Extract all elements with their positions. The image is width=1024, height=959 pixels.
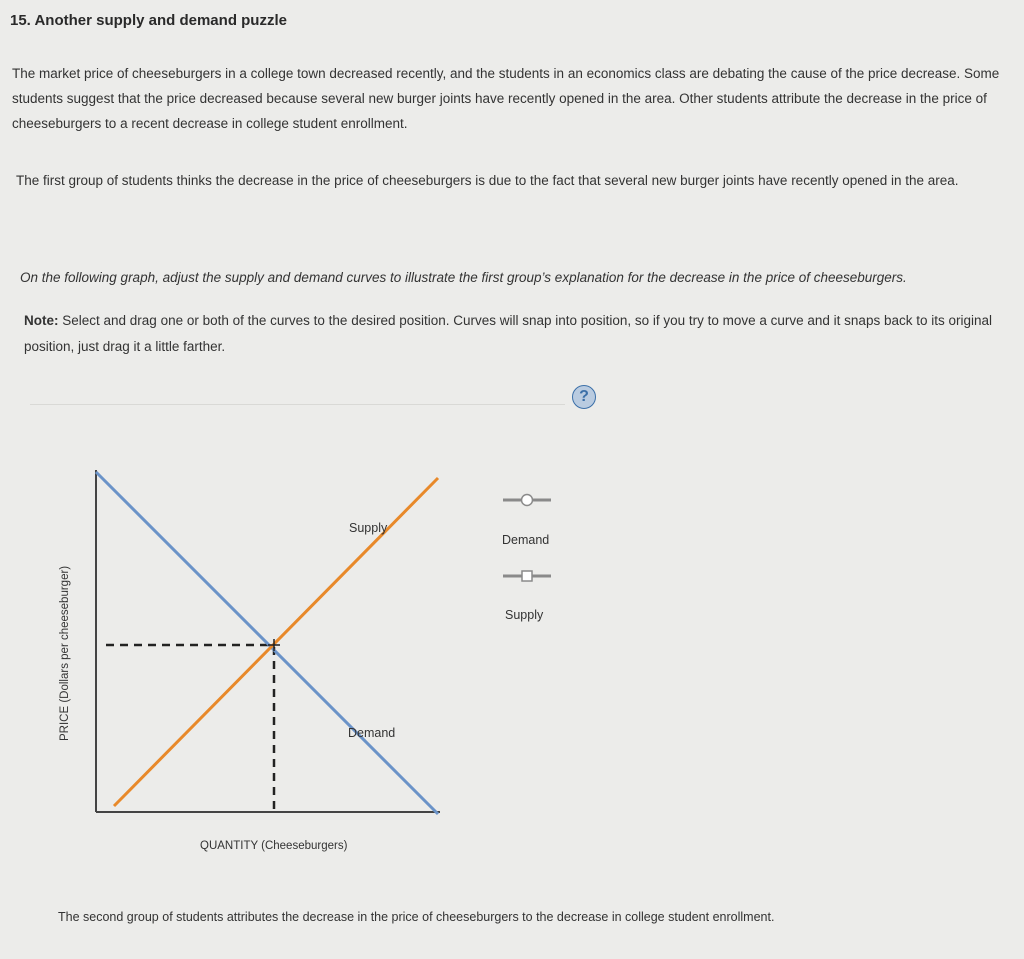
graph-instruction: On the following graph, adjust the supply and demand curves to illustrate the first group’s explanation for the decrease in the price of cheeseburgers. xyxy=(20,270,907,285)
y-axis-label: PRICE (Dollars per cheeseburger) xyxy=(59,565,71,741)
supply-demand-graph xyxy=(0,440,620,870)
square-marker-icon xyxy=(522,571,532,581)
note-body: Select and drag one or both of the curves to the desired position. Curves will snap into position, so if you try to move a curve and it snaps back to its original position, just drag it a little farther. xyxy=(24,313,993,354)
supply-legend-tool[interactable] xyxy=(503,571,551,581)
help-icon[interactable]: ? xyxy=(572,385,596,409)
scenario-paragraph: The market price of cheeseburgers in a college town decreased recently, and the students in an economics class are debating the cause of the price decrease. Some students suggest that the price decreased because several new burger joints have recently opened in the area. Other students attribute the decrease in the price of cheeseburgers to a recent decrease in college student enrollment. xyxy=(12,66,1000,131)
legend-supply-label: Supply xyxy=(505,608,544,622)
divider xyxy=(30,404,565,405)
supply-curve[interactable] xyxy=(114,478,438,806)
demand-curve-label: Demand xyxy=(348,726,396,740)
question-title: 15. Another supply and demand puzzle xyxy=(10,12,287,29)
first-group-paragraph: The first group of students thinks the decrease in the price of cheeseburgers is due to the fact that several new burger joints have recently opened in the area. xyxy=(16,173,959,188)
second-group-paragraph: The second group of students attributes the decrease in the price of cheeseburgers to the decrease in college student enrollment. xyxy=(58,910,775,924)
x-axis-label: QUANTITY (Cheeseburgers) xyxy=(200,840,348,852)
note-text xyxy=(24,308,1009,360)
legend-demand-label: Demand xyxy=(502,533,550,547)
circle-marker-icon xyxy=(522,495,533,506)
demand-legend-tool[interactable] xyxy=(503,495,551,506)
note-label: Note: xyxy=(24,313,59,328)
supply-curve-label: Supply xyxy=(349,521,388,535)
